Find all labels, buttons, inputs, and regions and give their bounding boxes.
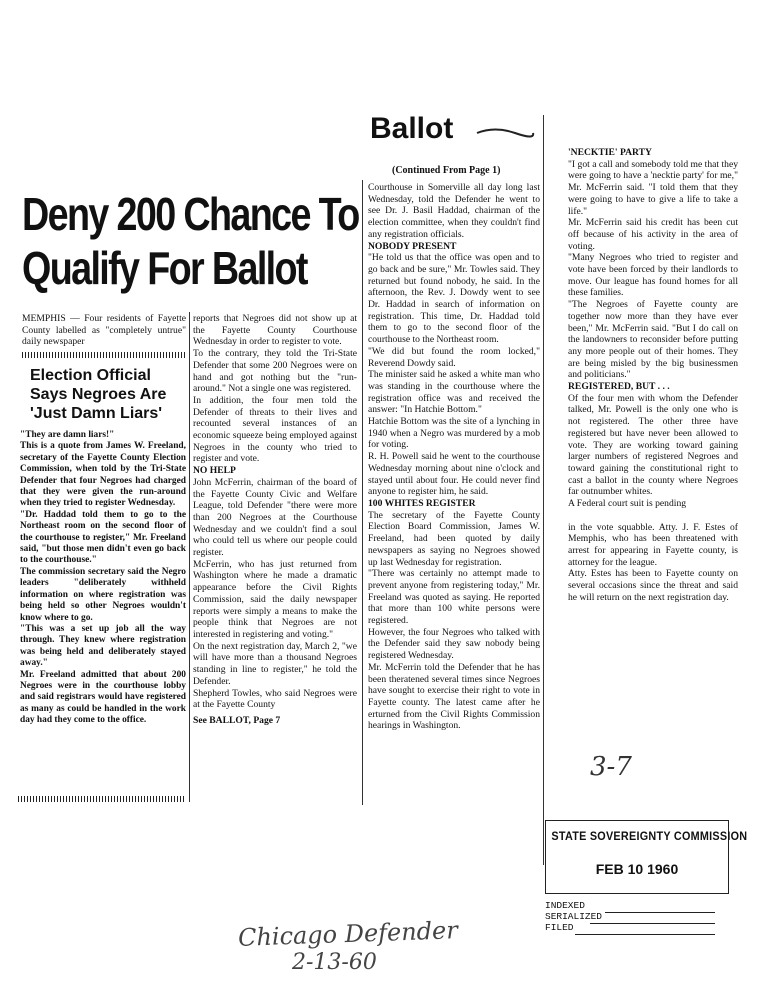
stamp-date: FEB 10 1960: [595, 861, 679, 877]
col3-p3: The secretary of the Fayette County Election Board Commission, James W. Freeland, had been quoted by daily newspapers as saying no Negroes showed up last Wednesday for registration. "There was certainly no attempt made to prevent anyone from registering today," Mr. Freeland was quoted as saying. He reported that more than 100 white persons were registered. However, the four Negroes who talked with the Defender said they saw nobody being registered Wednesday. Mr. McFerrin told the Defender that he has been theratened several times since Negroes have sought to exercise their right to vote in Fayette county. The latest came after he erturned from the Civil Rights Commission hearings in Washington.: [368, 509, 540, 732]
rule-hatch-bottom: [18, 796, 186, 802]
col1-lead-text: MEMPHIS — Four residents of Fayette County labelled as "completely untrue" daily newspaper: [22, 313, 186, 348]
col2-p2: John McFerrin, chairman of the board of the Fayette County Civic and Welfare League, told Defender "there were more than 200 Negroes at the Courthouse Wednesday and we couldn't find a soul who could tell us where our people could register. McFerrin, who has just returned from Washington where he made a dramatic appearance before the Civil Rights Commission, said the daily newspaper reports were simply a means to make the people think that Negroes are not interested in registering and voting." On the next registration day, March 2, "we will have more than a thousand Negroes standing in line to register," he told the Defender. Shepherd Towles, who said Negroes were at the Fayette County: [193, 476, 357, 711]
col1-body: [20, 430, 186, 727]
column-rule: [543, 115, 544, 865]
col3-sub2: 100 WHITES REGISTER: [368, 497, 476, 509]
serialized-label: SERIALIZED: [545, 911, 603, 922]
col2-see-more: See BALLOT, Page 7: [193, 714, 281, 726]
deck-line2: Says Negroes Are: [30, 386, 167, 403]
divider: [575, 934, 715, 935]
continued-note: (Continued From Page 1): [392, 165, 501, 176]
col3-p2: "He told us that the office was open and to go back and be sure," Mr. Towles said. They returned but found nobody, he said. In the afternoon, the Rev. J. Dowdy went to see Dr. Haddad in search of information on registration. This time, Dr. Haddad told them to go to the second floor of the courthouse to the Northeast room. "We did but found the room locked," Reverend Dowdy said. The minister said he asked a white man who was standing in the courthouse where the registration office was and received the answer: "In Hatchie Bottom." Hatchie Bottom was the site of a lynching in 1940 when a Negro was murdered by a mob for voting. R. H. Powell said he went to the courthouse Wednesday morning about nine o'clock and stayed until about four. He could never find anyone to register him, he said.: [368, 252, 540, 498]
filed-label: FILED: [545, 922, 574, 933]
ballot-label: Ballot: [370, 112, 454, 145]
indexed-label: INDEXED: [545, 900, 585, 911]
column-rule: [189, 312, 190, 802]
ballot-heading: [370, 112, 530, 146]
col4-p2: Of the four men with whom the Defender talked, Mr. Powell is the only one who is not registered. The other three have registered but have never been allowed to vote. They are working toward gaining larger numbers of registered Negroes and toward gaining the constitutional right to cast a ballot in the county where Negroes far outnumber whites. A Federal court suit is pending in the vote squabble. Atty. J. F. Estes of Memphis, who has been threatened with arrest for appearing in Fayette county, is attorney for the league. Atty. Estes has been to Fayette county on several occasions since the threat and said he will return on the next registration day.: [568, 392, 738, 603]
col2-p1: reports that Negroes did not show up at the Fayette County Courthouse Wednesday in order to register to vote. To the contrary, they told the Tri-State Defender that some 200 Negroes were on hand and got nothing but the "run-around." Not a single one was registered. In addition, the four men told the Defender of threats to their lives and recounted several instances of an economic squeeze being employed against Negroes in the county who tried to register and vote.: [193, 313, 357, 465]
headline-line2: Qualify For Ballot: [22, 242, 307, 294]
col4-sub2: REGISTERED, BUT . . .: [568, 381, 670, 393]
headline-line1: Deny 200 Chance To: [22, 188, 359, 240]
col4-sub1: 'NECKTIE' PARTY: [568, 147, 652, 158]
filing-box: [545, 900, 725, 933]
divider: [605, 912, 715, 913]
handwritten-source: Chicago Defender: [237, 916, 459, 952]
deck-line1: Election Official: [30, 367, 151, 384]
col2-sub: NO HELP: [193, 465, 236, 477]
handwritten-note: 3-7: [590, 752, 632, 782]
rule-hatch: [22, 352, 186, 358]
column-rule: [362, 180, 363, 805]
deck-line3: 'Just Damn Liars': [30, 405, 163, 422]
col1-lead: [22, 313, 186, 348]
stamp-title: STATE SOVEREIGNTY COMMISSION: [551, 829, 748, 843]
deck: [30, 366, 190, 423]
col3-p1: Courthouse in Somerville all day long last Wednesday, told the Defender he went to see Dr. J. Basil Haddad, chairman of the election committee, when they couldn't find any registration officials.: [368, 182, 540, 240]
col3: [368, 182, 540, 732]
handwritten-date: 2-13-60: [292, 950, 377, 975]
arrow-icon: [475, 126, 535, 140]
col4: [568, 147, 738, 603]
divider: [590, 923, 715, 924]
col1-body-text: "They are damn liars!" This is a quote from James W. Freeland, secretary of the Fayette County Election Commission, when told by the Tri-State Defender that four Negroes had charged that they were given the run-around when they tried to register Wednesday. "Dr. Haddad told them to go to the Northeast room on the second floor of the courthouse to register," Mr. Freeland said, "but those men didn't even go back to the courthouse." The commission secretary said the Negro leaders "deliberately withheld information on where registration was being held so other Negroes wouldn't know where to go. "This was a set up job all the way through. They knew where registration was being held and deliberately stayed away." Mr. Freeland admitted that about 200 Negroes were in the courthouse lobby and said registrars would have registered as many as could be handled in the work day had they come to the office.: [20, 430, 186, 726]
col3-sub1: NOBODY PRESENT: [368, 240, 457, 252]
col2: [193, 313, 357, 727]
col4-p1: "I got a call and somebody told me that they were going to have a 'necktie party' for me," Mr. McFerrin said. "I told them that they were going to have to give a life to take a life." Mr. McFerrin said his credit has been cut off because of his activity in the area of voting. "Many Negroes who tried to register and vote have been forced by their landlords to move. Our league has found homes for all these families. "The Negroes of Fayette county are together now more than they have ever been," Mr. McFerrin said. "But I do call on the landowners to reconsider before putting any more people out of their homes. They are being misled by the big businessmen and politicians.": [568, 158, 738, 381]
sovereignty-stamp: [545, 820, 748, 894]
